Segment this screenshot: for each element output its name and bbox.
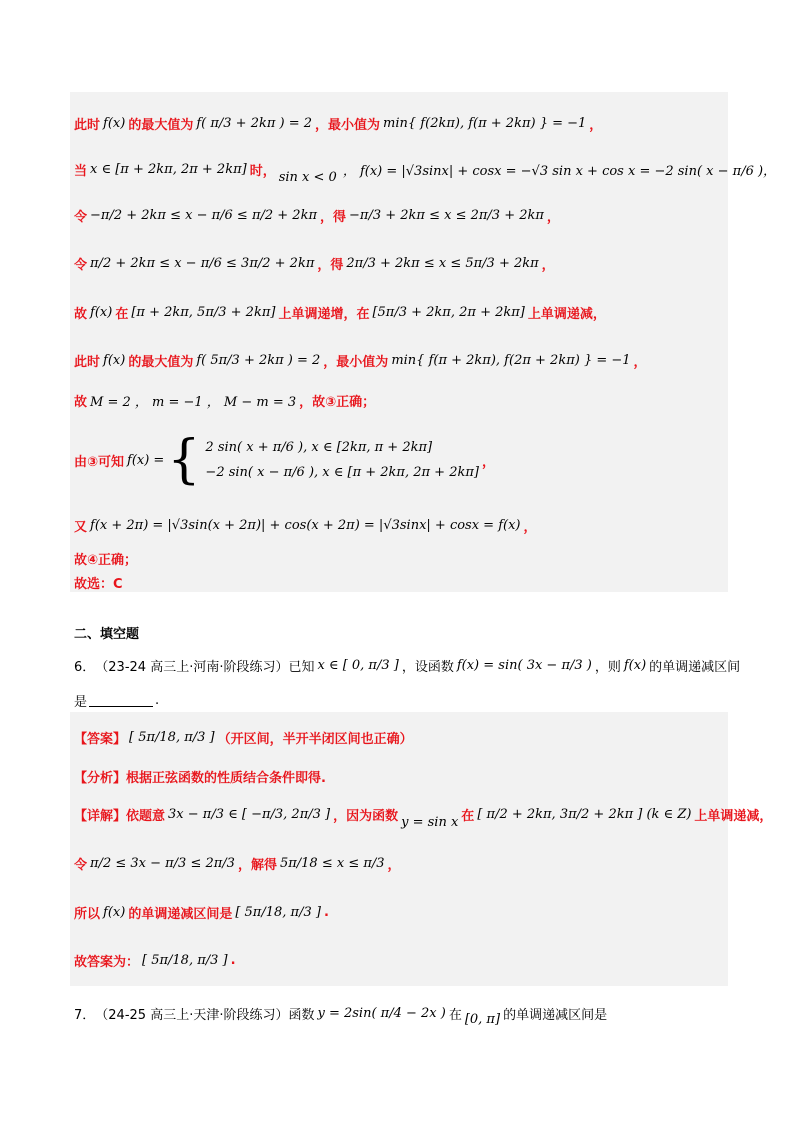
suoyi-line [74,894,724,930]
brace-glyph: { [167,430,201,490]
math-condition: x ∈ [π + 2kπ, 2π + 2kπ] [90,161,247,177]
math-fx: f(x) [103,115,126,131]
analysis-label: 【分析】 [74,770,127,786]
analysis-line [74,766,724,786]
math-inequality: π/2 + 2kπ ≤ x − π/6 ≤ 3π/2 + 2kπ [90,255,315,271]
solution-line-9 [74,510,724,540]
analysis-text: 根据正弦函数的性质结合条件即得. [126,770,326,786]
solution-line-4 [74,246,724,280]
math-condition: x ∈ [ 0, π/3 ] [317,657,399,673]
solution-line-6 [74,342,724,378]
solution-line-5 [74,294,724,330]
math-expression: M = 2 ， m = −1 ， M − m = 3 [90,394,297,410]
text-span: 的单调递减区间是 [128,906,233,922]
question-source: （23-24 高三上·河南·阶段练习）已知 [95,659,315,675]
question-source: （24-25 高三上·天津·阶段练习）函数 [95,1007,315,1023]
solution-line-10 [74,548,724,568]
text-span: 又 [74,519,88,535]
text-span: 是 [74,694,88,710]
text-span: 依题意 [126,808,166,824]
text-span: ， [481,454,495,470]
math-result: −π/3 + 2kπ ≤ x ≤ 2π/3 + 2kπ [349,207,544,223]
math-result: 5π/18 ≤ x ≤ π/3 [279,855,385,871]
text-span: ，最小值为 [323,354,389,370]
section-heading-row [74,622,724,642]
piecewise-case-1: 2 sin( x + π/6 ), x ∈ [2kπ, π + 2kπ] [205,440,433,455]
text-span: 上单调递减， [527,306,606,322]
text-span: 所以 [74,906,101,922]
text-span: ，最小值为 [315,117,381,133]
text-span: 故 [74,306,88,322]
text-span: 故④正确； [74,552,138,568]
answer-line [74,720,724,754]
math-expression: 3x − π/3 ∈ [ −π/3, 2π/3 ] [168,806,331,822]
question-6-line-2 [74,690,724,710]
text-span: 由③可知 [74,454,125,470]
text-span: 此时 [74,354,101,370]
math-expression: f(x + 2π) = |√3sin(x + 2π)| + cos(x + 2π) = |√3sinx| + cosx = f(x) [90,517,521,533]
text-span: ，则 [594,659,621,675]
text-span: . [230,952,236,968]
text-span: ， [387,857,401,873]
text-span: ， [589,117,603,133]
text-span: . [155,692,160,708]
math-fx: f(x) [103,904,126,920]
text-span: 故答案为： [74,954,140,970]
math-fx: f(x) [623,657,647,673]
solution-line-3 [74,198,724,232]
text-span: ，得 [317,257,344,273]
text-span: 故 [74,394,88,410]
text-span: ，解得 [237,857,277,873]
text-span: ， [541,257,555,273]
piecewise-function [167,430,482,490]
text-span: 令 [74,257,88,273]
math-function: y = 2sin( π/4 − 2x ) [317,1005,446,1021]
text-span: ：C [100,576,123,592]
solution-line-7 [74,388,724,412]
text-span: 令 [74,857,88,873]
math-interval: [5π/3 + 2kπ, 2π + 2kπ] [372,304,525,320]
math-interval: [ π/2 + 2kπ, 3π/2 + 2kπ ] (k ∈ Z) [477,806,692,822]
text-span: 的单调递减区间是 [503,1007,608,1023]
question-number: 6． [74,659,96,675]
math-fx: f(x) [90,304,113,320]
math-function: f(x) = sin( 3x − π/3 ) [456,657,592,673]
text-span: 在 [448,1007,462,1023]
solution-line-8 [74,420,724,500]
text-span: 此时 [74,117,101,133]
question-7-line-1 [74,996,724,1030]
question-number: 7． [74,1007,96,1023]
answer-label: 【答案】 [74,731,127,747]
math-result: 2π/3 + 2kπ ≤ x ≤ 5π/3 + 2kπ [346,255,539,271]
text-span: 上单调递增，在 [278,306,370,322]
text-span: 的最大值为 [128,354,194,370]
math-expression: ， f(x) = |√3sinx| + cosx = −√3 sin x + cos x = −2 sin( x − π/6 )， [342,163,777,179]
solution-line-1 [74,106,724,140]
answer-blank [89,694,153,707]
text-span: ，设函数 [401,659,454,675]
solution-line-11 [74,572,724,592]
math-sin-condition: sin x < 0 [278,169,337,185]
text-span: 上单调递减， [694,808,773,824]
detail-label: 【详解】 [74,808,127,824]
detail-line [74,796,773,832]
ling-line [74,846,724,880]
text-span: . [323,904,329,920]
answer-interval: [ 5π/18, π/3 ] [129,729,215,745]
text-span: ， [546,209,560,225]
text-span: ，得 [320,209,347,225]
text-span: 的单调递减区间 [649,659,741,675]
math-interval: [ 5π/18, π/3 ] [142,952,228,968]
answer-note: （开区间，半开半闭区间也正确） [217,731,413,747]
text-span: ， [523,519,537,535]
final-answer-line [74,942,724,978]
solution-line-2 [74,152,777,186]
text-span: 在 [115,306,129,322]
math-function: y = sin x [401,814,459,830]
math-fx: f(x) = [127,452,165,468]
math-min-expression: min{ f(2kπ), f(π + 2kπ) } = −1 [383,115,587,131]
math-inequality: −π/2 + 2kπ ≤ x − π/6 ≤ π/2 + 2kπ [90,207,317,223]
math-interval: [ 5π/18, π/3 ] [235,904,321,920]
section-heading: 二、填空题 [74,626,140,642]
math-min-expression: min{ f(π + 2kπ), f(2π + 2kπ) } = −1 [391,352,631,368]
math-fx: f(x) [103,352,126,368]
math-interval: [0, π] [464,1011,501,1027]
math-inequality: π/2 ≤ 3x − π/3 ≤ 2π/3 [90,855,235,871]
text-span: 时， [249,163,276,179]
piecewise-case-2: −2 sin( x − π/6 ), x ∈ [π + 2kπ, 2π + 2kπ] [205,465,479,480]
text-span: 当 [74,163,88,179]
text-span: ，故③正确； [299,394,376,410]
text-span: 令 [74,209,88,225]
text-span: 的最大值为 [128,117,194,133]
text-span: ， [633,354,647,370]
math-max-expression: f( π/3 + 2kπ ) = 2 [196,115,313,131]
piecewise-cases [202,440,482,480]
question-6-line-1 [74,648,741,682]
math-interval: [π + 2kπ, 5π/3 + 2kπ] [131,304,276,320]
text-span: 在 [461,808,475,824]
math-max-expression: f( 5π/3 + 2kπ ) = 2 [196,352,321,368]
text-span: ，因为函数 [333,808,399,824]
text-span: 故选 [74,576,101,592]
